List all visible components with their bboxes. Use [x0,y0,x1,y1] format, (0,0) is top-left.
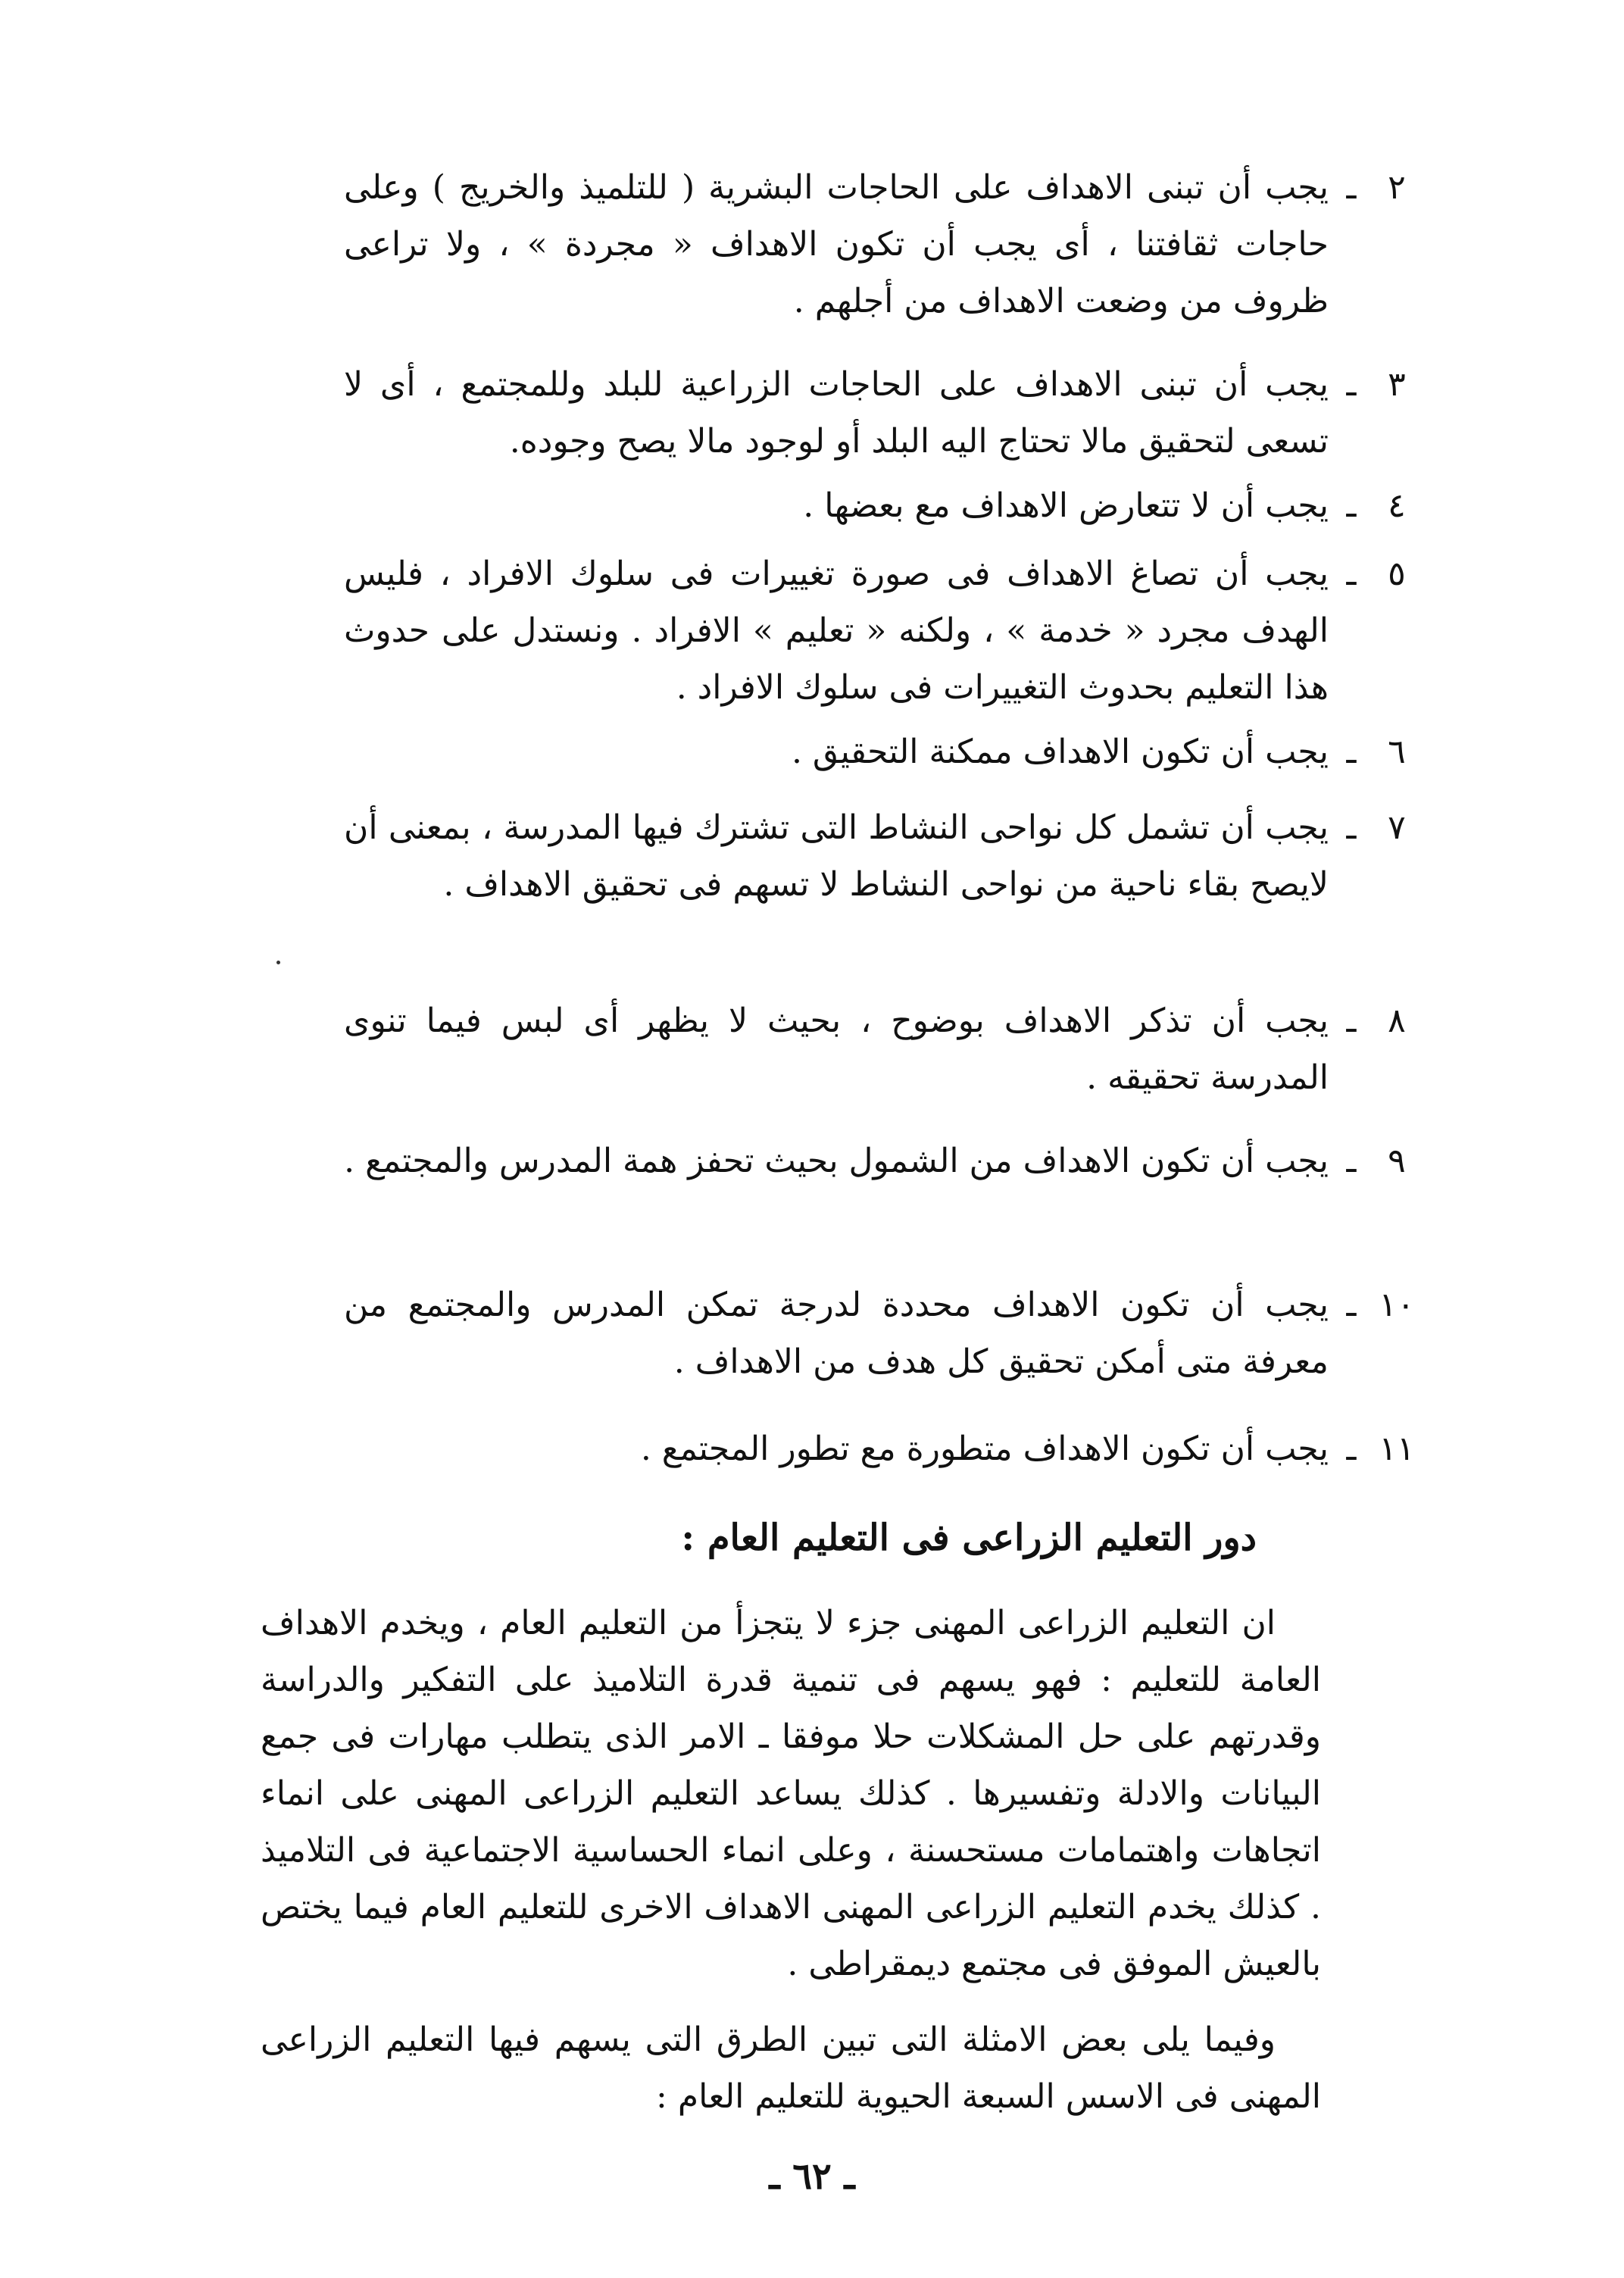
list-item [344,1133,1419,1189]
stray-dot [276,961,280,964]
item-text: يجب أن تكون الاهداف متطورة مع تطور المجتمع . [640,1430,1329,1468]
item-number: ٨ [1388,1002,1406,1040]
list-item [344,545,1419,716]
list-item [344,1276,1419,1390]
item-number: ١١ [1379,1430,1415,1468]
list-item [344,356,1419,470]
item-dash: ـ [1346,168,1357,207]
item-number: ٧ [1388,808,1406,847]
item-text: يجب أن تبنى الاهداف على الحاجات الزراعية للبلد وللمجتمع ، أى لا تسعى لتحقيق مالا تحتاج اليه البلد أو لوجود مالا يصح وجوده. [344,365,1329,461]
body-paragraph: ان التعليم الزراعى المهنى جزء لا يتجزأ من التعليم العام ، ويخدم الاهداف العامة للتعليم : فهو يسهم فى تنمية قدرة التلاميذ على التفكير والدراسة وقدرتهم على حل المشكلات حلا موفقا ـ الامر الذى يتطلب مهارات فى جمع البيانات والادلة وتفسيرها . كذلك يساعد التعليم الزراعى المهنى على انماء اتجاهات واهتمامات مستحسنة ، وعلى انماء الحساسية الاجتماعية فى التلاميذ . كذلك يخدم التعليم الزراعى المهنى الاهداف الاخرى للتعليم العام فيما يختص بالعيش الموفق فى مجتمع ديمقراطى . [261,1604,1321,1983]
item-number: ٢ [1388,168,1406,207]
list-item [344,477,1419,534]
item-text: يجب أن تكون الاهداف محددة لدرجة تمكن المدرس والمجتمع من معرفة متى أمكن تحقيق كل هدف من الاهداف . [344,1286,1329,1381]
item-text: يجب أن لا تتعارض الاهداف مع بعضها . [803,486,1329,525]
item-number: ٣ [1388,365,1406,404]
item-text: يجب أن تشمل كل نواحى النشاط التى تشترك فيها المدرسة ، بمعنى أن لايصح بقاء ناحية من نواحى النشاط لا تسهم فى تحقيق الاهداف . [344,808,1329,904]
item-text: يجب أن تصاغ الاهداف فى صورة تغييرات فى سلوك الافراد ، فليس الهدف مجرد « خدمة » ، ولكنه « تعليم » الافراد . ونستدل على حدوث هذا التعليم بحدوث التغييرات فى سلوك الافراد . [344,555,1329,707]
list-item [344,992,1419,1106]
list-item [344,723,1419,780]
item-number: ٤ [1388,486,1406,525]
page-number: ـ ٦٢ ـ [769,2155,855,2198]
item-dash: ـ [1346,1142,1357,1180]
item-dash: ـ [1346,486,1357,525]
item-dash: ـ [1346,365,1357,404]
item-dash: ـ [1346,555,1357,593]
item-text: يجب أن تكون الاهداف ممكنة التحقيق . [791,733,1329,771]
item-dash: ـ [1346,733,1357,771]
section-heading: دور التعليم الزراعى فى التعليم العام : [681,1517,1257,1559]
body-paragraph: وفيما يلى بعض الامثلة التى تبين الطرق التى يسهم فيها التعليم الزراعى المهنى فى الاسس السبعة الحيوية للتعليم العام : [261,2020,1321,2116]
item-text: يجب أن تذكر الاهداف بوضوح ، بحيث لا يظهر أى لبس فيما تنوى المدرسة تحقيقه . [344,1002,1329,1097]
item-dash: ـ [1346,1286,1357,1324]
item-dash: ـ [1346,1002,1357,1040]
list-item [344,799,1419,913]
item-number: ٩ [1388,1142,1406,1180]
item-dash: ـ [1346,1430,1357,1468]
list-item [344,1420,1419,1477]
item-text: يجب أن تكون الاهداف من الشمول بحيث تحفز همة المدرس والمجتمع . [344,1142,1329,1180]
item-text: يجب أن تبنى الاهداف على الحاجات البشرية ( للتلميذ والخريج ) وعلى حاجات ثقافتنا ، أى يجب أن تكون الاهداف « مجردة » ، ولا تراعى ظروف من وضعت الاهداف من أجلهم . [344,168,1329,320]
list-item [344,159,1419,330]
item-number: ٦ [1388,733,1406,771]
item-number: ٥ [1388,555,1406,593]
item-dash: ـ [1346,808,1357,847]
item-number: ١٠ [1379,1286,1415,1324]
